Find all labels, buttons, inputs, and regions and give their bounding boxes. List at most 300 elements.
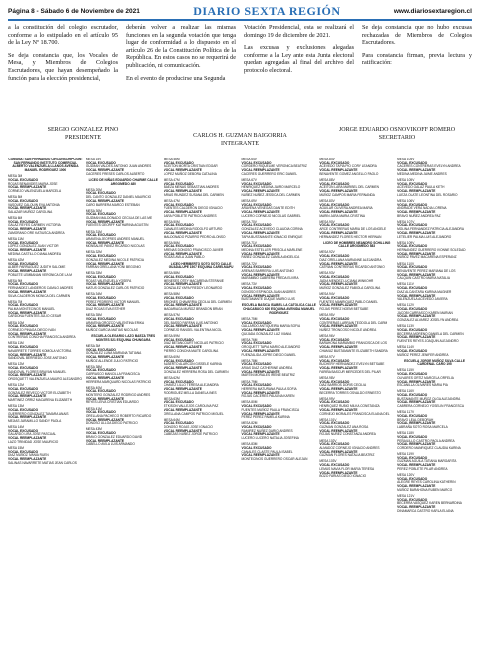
vocal-replacement-name: ROZAS AVILA JUAN PABLO — [163, 255, 205, 260]
vocal-replacement-name: CACERES FRESES CARLOS ALBERTO — [85, 171, 145, 176]
vocal-replacement-label: VOCAL REEMPLAZANTE — [85, 240, 125, 245]
signatures — [8, 122, 472, 148]
mesa-block — [164, 272, 239, 291]
vocal-replacement-name: MONTECINOS GUERRERO OSCAR ALEJAN — [241, 457, 308, 462]
vocal-replacement-label: VOCAL REEMPLAZANTE — [85, 168, 125, 173]
mesa-number: MESA 83M — [241, 442, 258, 447]
intro-column-1 — [8, 24, 118, 110]
vocal-replacement-name: BENAVENTE GOMEZ ANGELLO PAOLO — [319, 171, 379, 176]
vocal-excused-label: VOCAL EXCUSADO — [397, 202, 428, 207]
vocal-replacement-label: VOCAL REEMPLAZANTE — [85, 198, 125, 203]
vocal-replacement-label: VOCAL REEMPLAZANTE — [319, 428, 358, 433]
vocal-excused-label: VOCAL EXCUSADO — [319, 202, 350, 207]
mesa-block — [241, 283, 316, 302]
venue-block — [86, 335, 161, 342]
vocal-excused-name: MONTERO GONZALEZ RODRIGO ANDRES — [85, 393, 151, 398]
vocal-replacement-name: BUSTAMANTE DUQUE MARIO LUIS — [241, 297, 295, 302]
vocal-excused-label: VOCAL EXCUSADO — [397, 265, 428, 270]
vocal-excused-label: VOCAL EXCUSADO — [85, 389, 116, 394]
mesa-number: MESA 40M — [85, 385, 102, 390]
vocal-excused-name: LEMUS NAVIA FLOR MARIA TERESA — [319, 466, 375, 471]
mesa-block — [86, 387, 161, 406]
vocal-excused-name: BENAVENTE PEREZ MARIANA DE LOS — [397, 268, 456, 273]
mesa-block — [86, 189, 161, 208]
vocal-replacement-name: MUÑOZ GARCIA MATIAS NICOLAS — [85, 327, 138, 332]
vocal-replacement-name: CORNEJO RANGEL VALENTINA NICOL — [163, 327, 222, 332]
venue-block — [8, 158, 83, 173]
mesa-block — [319, 314, 394, 333]
vocal-replacement-label: VOCAL REEMPLAZANTE — [241, 432, 280, 437]
vocal-excused-name: GONZALEZ MEDINA NICOLE PATRICIA — [85, 257, 144, 262]
vocal-excused-name: HENRIQUEZ RUBIO MILKA CONSTANZA — [319, 404, 380, 409]
mesa-number: MESA 7M — [8, 299, 23, 304]
mesa-number: MESA 101V — [319, 417, 337, 422]
venue-block — [86, 179, 161, 186]
mesa-block — [86, 210, 161, 229]
mesa-number: MESA 88V — [319, 177, 335, 182]
intro-column-4 — [362, 24, 472, 110]
vocal-excused-label: VOCAL EXCUSADO — [163, 244, 194, 249]
mesa-number: MESA 11M — [8, 236, 24, 241]
vocal-excused-name: FUENTES MUÑOZ PAULA FRANCISCA — [241, 407, 300, 412]
mesa-block — [8, 426, 83, 445]
venue-block — [319, 242, 394, 249]
venue-title: ESCUELA OLEGARIO LAZO BAEZA TRES MONTES 521 ESQUINA CHUNGARA — [91, 334, 156, 342]
vocal-excused-label: VOCAL EXCUSADO — [397, 497, 428, 502]
mesa-block — [164, 293, 239, 312]
signature-name: SERGIO GONZALEZ PINO — [47, 127, 119, 133]
vocal-excused-name: JACOBI CARRASCO KAREN MARIAN — [397, 310, 453, 315]
vocal-excused-label: VOCAL EXCUSADO — [163, 337, 194, 342]
mesa-block — [397, 158, 472, 177]
signature-secretary — [322, 126, 472, 148]
vocal-replacement-name: ROJAS PEREZ NOEMI BETSABE — [319, 307, 369, 312]
vocal-replacement-label: VOCAL REEMPLAZANTE — [163, 168, 202, 173]
intro-paragraph: deberán volver a realizar las mismas funciones en la segunda votación que tenga lugar de conformidad a lo dispuesto en el artículo 26 de la Constitución Política de la República. En estos casos no se requerirá de publicación, ni comunicación. — [126, 24, 236, 69]
vocal-excused-name: JADIA MENDEZ LUCIANA WINKOHR — [319, 278, 374, 283]
vocal-replacement-label: VOCAL REEMPLAZANTE — [241, 293, 280, 298]
mesa-block — [8, 322, 83, 341]
mesa-block — [8, 301, 83, 320]
vocal-replacement-label: VOCAL REEMPLAZANTE — [163, 282, 202, 287]
vocal-excused-label: VOCAL EXCUSADO — [85, 160, 116, 165]
list-column — [164, 158, 239, 664]
mesa-block — [397, 411, 472, 430]
vocal-replacement-name: MUÑOZ CAMPOS MARIA FERNANDA — [319, 192, 375, 197]
vocal-replacement-name: CABELLO AVILA LUIS ARMANDO — [85, 442, 135, 447]
vocal-excused-label: VOCAL EXCUSADO — [397, 181, 428, 186]
intro-paragraph: Para constancia firman, previa lectura y ratificación: — [362, 51, 472, 67]
mesa-block — [86, 345, 161, 364]
mesa-number: MESA 117V — [397, 410, 415, 415]
vocal-replacement-name: FAÑEZ GONZALEZ CAMILA ANGELICA — [241, 255, 300, 260]
vocal-excused-name: GUZMAN VALDES ANTONIO JUAN ANDRES — [85, 164, 152, 169]
vocal-excused-label: VOCAL EXCUSADO — [241, 404, 272, 409]
mesa-number: MESA 84V — [319, 158, 335, 161]
vocal-excused-name: HENRIQUEZ MEDINA JAIRO MARCELO — [241, 185, 301, 190]
mesa-number: MESA 38M — [85, 364, 102, 369]
mesa-number: MESA 75M — [241, 316, 258, 321]
vocal-excused-label: VOCAL EXCUSADO — [241, 286, 272, 291]
vocal-replacement-label: VOCAL REEMPLAZANTE — [85, 219, 125, 224]
mesa-number: MESA 62M — [163, 375, 180, 380]
mesa-block — [319, 440, 394, 459]
vocal-excused-label: VOCAL EXCUSADO — [241, 160, 272, 165]
vocal-excused-label: VOCAL EXCUSADO — [241, 425, 272, 430]
vocal-excused-name: BARAHONA MARAMBIO FRANCISCA DE LOS — [319, 341, 387, 346]
vocal-replacement-label: VOCAL REEMPLAZANTE — [163, 251, 202, 256]
vocal-replacement-label: VOCAL REEMPLAZANTE — [319, 345, 358, 350]
vocal-excused-name: ALEGRE REYES CAROLINA KATHERIN — [397, 480, 456, 485]
vocal-replacement-name: CABRERA CORNEJO YOSELIN FRANCESCA — [397, 404, 465, 409]
mesa-block — [241, 339, 316, 358]
vocal-replacement-label: VOCAL REEMPLAZANTE — [397, 335, 436, 340]
vocal-replacement-label: VOCAL REEMPLAZANTE — [241, 390, 280, 395]
mesa-block — [86, 293, 161, 312]
mesa-number: MESA 104V — [397, 158, 415, 161]
vocal-replacement-name: CORNEJO MORALES FRANCISCA ELIANA DEL — [319, 411, 390, 416]
vocal-replacement-name: MEJIAS JARAMILLO SANDY PAOLA — [8, 418, 62, 423]
vocal-excused-label: VOCAL EXCUSADO — [8, 407, 39, 412]
mesa-block — [241, 422, 316, 441]
mesa-block — [164, 419, 239, 438]
mesa-number: MESA 5M — [8, 195, 23, 200]
vocal-excused-name: PEREZ PEDRERO VICTOR MANUEL — [85, 299, 141, 304]
vocal-excused-label: VOCAL EXCUSADO — [319, 223, 350, 228]
mesa-block — [86, 251, 161, 270]
vocal-excused-name: GALAZ REYES CARMEN VICTORIA — [8, 223, 61, 228]
mesa-block — [397, 179, 472, 198]
vocal-replacement-name: LETELIER PALMA LUIS ALEJANDRO — [397, 234, 452, 239]
vocal-replacement-name: ESCANILLA OLIVARES MARIA PIA — [397, 383, 448, 388]
mesa-number: MESA 90V — [319, 219, 335, 224]
vocal-replacement-label: VOCAL REEMPLAZANTE — [397, 189, 436, 194]
mesa-number: MESA 56M — [163, 240, 180, 245]
vocal-excused-label: VOCAL EXCUSADO — [397, 413, 428, 418]
mesa-number: MESA 73V — [241, 282, 257, 287]
vocal-replacement-name: RODRIGUEZ MELLA DANIELA INES — [163, 390, 217, 395]
mesa-block — [397, 263, 472, 282]
mesa-number: MESA 9M — [8, 278, 23, 283]
website-url[interactable]: www.diariosextaregion.cl — [393, 8, 472, 15]
vocal-excused-name: DONOSO ESPINOZA JUAN ANDRES — [241, 289, 296, 294]
vocal-excused-label: VOCAL EXCUSADO — [163, 160, 194, 165]
vocal-excused-label: VOCAL EXCUSADO — [163, 223, 194, 228]
vocal-excused-label: VOCAL EXCUSADO — [319, 463, 350, 468]
mesa-number: MESA 42M — [8, 257, 24, 262]
mesa-block — [397, 221, 472, 240]
vocal-replacement-name: BOZO FARIAS DIEGO IGNACIO — [319, 474, 367, 479]
mesa-number: MESA 114V — [397, 345, 415, 350]
vocal-replacement-name: LUEZA OLATE LEONTINA DEL ROSARIO — [397, 192, 458, 197]
vocal-replacement-label: VOCAL REEMPLAZANTE — [397, 272, 436, 277]
vocal-excused-label: VOCAL EXCUSADO — [397, 244, 428, 249]
vocal-excused-label: VOCAL EXCUSADO — [8, 261, 39, 266]
mesa-block — [319, 377, 394, 396]
vocal-replacement-label: VOCAL REEMPLAZANTE — [241, 453, 280, 458]
vocal-excused-name: ARAVENA OROZCO VALENTINA ERIKA — [85, 320, 145, 325]
intro-text — [8, 24, 472, 110]
signature-role: SECRETARIO — [378, 135, 416, 141]
vocal-excused-name: GALARDO LIRA JOSE PASCUAL — [8, 432, 57, 437]
vocal-excused-name: ANDRADE VERA NADIA LORENA — [397, 206, 447, 211]
venue-block — [164, 263, 239, 270]
mesa-number: MESA 76M — [241, 337, 258, 342]
mesa-block — [319, 158, 394, 177]
mesa-number: MESA 112V — [397, 303, 415, 308]
mesa-block — [86, 428, 161, 447]
vocal-excused-label: VOCAL EXCUSADO — [397, 393, 428, 398]
vocal-replacement-name: MATUS GONZALEZ CARLOS PATRICIO — [85, 286, 145, 291]
vocal-replacement-label: VOCAL REEMPLAZANTE — [163, 324, 202, 329]
vocal-excused-name: FERNANDEZ LANDEROS CAMILO ANDRES — [8, 286, 74, 291]
vocal-excused-name: CACERES CONTRERAS EVELYN ANDREA — [397, 164, 461, 169]
mesa-number: MESA 79M — [241, 379, 258, 384]
mesa-number: MESA 47M — [163, 198, 180, 203]
vocal-replacement-name: MARAMBIO CABRERA FREDA ELVIRA — [241, 276, 299, 281]
mesa-block — [397, 390, 472, 409]
vocal-replacement-label: VOCAL REEMPLAZANTE — [241, 411, 280, 416]
vocal-replacement-name: GONZALEZ HERRERA ROSA DEL CARMEN — [163, 369, 229, 374]
vocal-replacement-name: MEDINA CASTILLO DIANA ANDREA — [8, 251, 61, 256]
vocal-excused-name: PEÑAILILLO CASTRO PAOLA ANDREA — [397, 438, 455, 443]
mesa-number: MESA 105V — [397, 177, 415, 182]
mesa-number: MESA 70V — [241, 219, 257, 224]
page-date: Página 8 - Sábado 6 de Noviembre de 2021 — [8, 8, 140, 15]
vocal-replacement-name: LOPEZ MUÑOZ DEBORA CATALINA — [163, 171, 217, 176]
vocal-replacement-label: VOCAL REEMPLAZANTE — [397, 505, 436, 509]
vocal-replacement-name: SALINAS NAVARRETE MATIAS JEAN CARLOS — [8, 460, 77, 465]
vocal-replacement-name: MUÑOZ BARAHONA RUBEN MARCO — [397, 487, 453, 492]
vocal-excused-name: FUENTES CALDERON DIEGO IGNACIO — [163, 206, 223, 211]
vocal-excused-label: VOCAL EXCUSADO — [319, 181, 350, 186]
mesa-number: MESA 78M — [241, 358, 258, 363]
intro-paragraph: Votación Presidencial, esta se realizará el domingo 19 de diciembre de 2021. — [244, 24, 354, 39]
vocal-replacement-label: VOCAL REEMPLAZANTE — [241, 189, 280, 194]
vocal-excused-name: GUZMAN GONZALEZ ANA ROSA — [319, 425, 369, 430]
vocal-excused-name: ROJAS BENAVIDES MARIA JOSE — [8, 181, 58, 186]
vocal-replacement-label: VOCAL REEMPLAZANTE — [397, 484, 436, 489]
vocal-replacement-name: CARDONA FUENTES JULIO CESAR — [8, 314, 62, 319]
vocal-excused-name: DIAZ BETANCOURT NICOLAS PATRICIO — [163, 341, 224, 346]
vocal-replacement-label: VOCAL REEMPLAZANTE — [397, 209, 436, 214]
vocal-excused-name: OROQUETT TAPIA MARIO ALEJANDRO — [241, 345, 301, 350]
mesa-number: MESA 43M — [85, 427, 102, 432]
vocal-excused-label: VOCAL EXCUSADO — [241, 244, 272, 249]
vocal-excused-label: VOCAL EXCUSADO — [8, 324, 39, 329]
mesa-number: MESA 71V — [241, 240, 257, 245]
vocal-replacement-label: VOCAL REEMPLAZANTE — [241, 251, 280, 256]
vocal-excused-label: VOCAL EXCUSADO — [319, 421, 350, 426]
vocal-replacement-label: VOCAL REEMPLAZANTE — [397, 293, 436, 298]
vocal-replacement-name: LUCERO CORNEJO NICOLAS GABRIEL — [241, 213, 301, 218]
mesa-block — [86, 408, 161, 427]
mesa-number: MESA 121V — [397, 493, 415, 498]
vocal-excused-name: LOPEZ GONZALEZ JUAN VICTOR — [8, 244, 59, 249]
vocal-replacement-name: SALAZAR MUÑOZ CAROLINA — [8, 209, 53, 214]
vocal-replacement-name: TAPIA BUSTAMANTE IGNACIO ENRIQUE — [241, 234, 303, 239]
mesa-number: MESA 58M — [163, 271, 180, 276]
mesa-number: MESA 35M — [85, 313, 102, 318]
vocal-replacement-label: VOCAL REEMPLAZANTE — [8, 352, 47, 357]
mesa-number: MESA 111V — [397, 282, 414, 287]
vocal-excused-label: VOCAL EXCUSADO — [241, 383, 272, 388]
mesa-number: MESA 96V — [319, 334, 335, 339]
vocal-excused-name: BUCHERY HERNANDEZ EVELYN BETSABE — [319, 362, 385, 367]
mesa-number: MESA 113V — [397, 324, 415, 329]
vocal-excused-name: NAVARRETE TORRES KOMOLA VICTORIA — [8, 348, 72, 353]
vocal-replacement-label: VOCAL REEMPLAZANTE — [85, 282, 125, 287]
mesa-number: MESA 6M — [8, 216, 23, 221]
vocal-replacement-name: LUCERO LUCERO NATALIA JOSEFINA — [241, 436, 299, 441]
vocal-replacement-label: VOCAL REEMPLAZANTE — [397, 230, 436, 235]
vocal-replacement-name: SILVA CALDERON MONICA DEL CARMEN — [8, 293, 71, 298]
mesa-number: MESA 82M — [241, 421, 258, 426]
intro-paragraph: Las excusas y exclusiones alegadas conforme a la Ley ante esta Junta electoral quedan agregadas al final del archivo del protocolo electoral. — [244, 44, 354, 74]
vocal-excused-name: DIAZ ALCANTARA KARINA MAGNER — [397, 289, 452, 294]
vocal-replacement-label: VOCAL REEMPLAZANTE — [319, 449, 358, 454]
vocal-replacement-label: VOCAL REEMPLAZANTE — [85, 375, 125, 380]
mesa-number: MESA 3M — [8, 174, 23, 179]
signature-president — [8, 126, 158, 148]
vocal-replacement-label: VOCAL REEMPLAZANTE — [163, 189, 202, 194]
vocal-excused-name: FUENTES MANRIQUEZ PABLO DANIEL — [319, 299, 378, 304]
mesa-number: MESA 30M — [85, 208, 102, 213]
mesa-number: MESA 60M — [163, 354, 180, 359]
vocal-excused-label: VOCAL EXCUSADO — [163, 400, 194, 405]
vocal-excused-label: VOCAL EXCUSADO — [319, 337, 350, 342]
vocal-replacement-label: VOCAL REEMPLAZANTE — [85, 303, 125, 308]
vocal-excused-label: VOCAL EXCUSADO — [163, 275, 194, 280]
mesa-number: MESA 80V — [319, 198, 335, 203]
vocal-replacement-label: VOCAL REEMPLAZANTE — [163, 303, 202, 308]
vocal-replacement-name: MEDINA MEDINA JAIME ANDRES — [397, 171, 447, 176]
venue-title: COMUNA: SAN FERNANDO CIRCUNSCRIPCIÓN: SAN FERNANDO INSTITUTO COMERCIAL ALBERTO VALENZUELA LLANOS AVENIDA MANUEL RODRÍGUEZ 1000 — [8, 158, 83, 173]
vocal-excused-name: MEDINA ESTELLER PRISCILA MARLENE — [241, 248, 303, 253]
mesa-block — [8, 238, 83, 257]
vocal-replacement-label: VOCAL REEMPLAZANTE — [319, 470, 358, 475]
vocal-replacement-name: CARO BARRERA MARCO ESTEBAN — [85, 202, 140, 207]
vocal-replacement-name: ORELLANA CAMPOS PATRICIO MIGUEL — [163, 411, 224, 416]
vocal-replacement-name: CONTRERAS CONCHA FRANCISCA ANDREA — [8, 335, 76, 340]
vocal-excused-label: VOCAL EXCUSADO — [241, 341, 272, 346]
mesa-number: MESA 31M — [85, 229, 102, 234]
mesa-number: MESA 33M — [85, 271, 102, 276]
vocal-replacement-name: LAZO TRINIDAD JOSE MAURICIO — [8, 439, 59, 444]
mesa-block — [8, 175, 83, 194]
vocal-excused-label: VOCAL EXCUSADO — [397, 372, 428, 377]
vocal-excused-label: VOCAL EXCUSADO — [85, 368, 116, 373]
mesa-number: MESA 41M — [85, 406, 102, 411]
mesa-number: MESA 102V — [319, 438, 337, 443]
vocal-replacement-label: VOCAL REEMPLAZANTE — [241, 168, 280, 173]
list-column — [8, 158, 83, 664]
vocal-excused-name: DEL BASSO FARFAN LUIS ANTONIO — [163, 320, 219, 325]
vocal-excused-label: VOCAL EXCUSADO — [241, 223, 272, 228]
vocal-replacement-name: CORNEJO VALENZUELA MARCELA — [8, 189, 62, 194]
mesa-number: MESA 14M — [8, 425, 24, 430]
vocal-replacement-name: OROSQUETT VALENZUELA MAURO ALEJANDRO — [8, 377, 82, 382]
vocal-excused-name: ACEITON LARA MARIBEL DEL CARMEN — [319, 185, 379, 190]
mesa-block — [86, 158, 161, 177]
vocal-replacement-label: VOCAL REEMPLAZANTE — [8, 436, 47, 441]
mesa-block — [164, 356, 239, 375]
vocal-replacement-label: VOCAL REEMPLAZANTE — [85, 396, 125, 401]
vocal-replacement-label: VOCAL REEMPLAZANTE — [319, 168, 358, 173]
vocal-replacement-label: VOCAL REEMPLAZANTE — [163, 345, 202, 350]
vocal-replacement-label: VOCAL REEMPLAZANTE — [85, 438, 125, 443]
vocal-replacement-name: FUENZALIDA JOFRE DIEGO DANIEL — [241, 352, 297, 357]
vocal-replacement-label: VOCAL REEMPLAZANTE — [163, 230, 202, 235]
mesa-number: MESA 118V — [397, 431, 415, 436]
signature-member — [165, 132, 315, 148]
vocal-replacement-name: ZAMORANO ORE KATIUSCA ANDREA — [8, 230, 65, 235]
vocal-replacement-label: VOCAL REEMPLAZANTE — [8, 310, 47, 315]
vocal-excused-name: GUZMAN MALDONADO CECILIA DE LAS ME — [85, 216, 153, 221]
mesa-number: MESA 57M — [163, 313, 180, 318]
vocal-replacement-label: VOCAL REEMPLAZANTE — [397, 421, 436, 426]
vocal-excused-name: AGUILAR OLIVERA ANDREA MARIA — [319, 206, 373, 211]
vocal-replacement-name: JARA POBLETE PATRICIO ANDRES — [163, 213, 217, 218]
mesa-block — [241, 360, 316, 379]
vocal-excused-label: VOCAL EXCUSADO — [319, 316, 350, 321]
mesa-number: MESA 107V — [397, 219, 415, 224]
mesa-block — [319, 293, 394, 312]
vocal-replacement-name: SANDOVAL BERRIEDO JOSE ANTONIO — [8, 356, 67, 361]
vocal-excused-name: ARIAS DIAZ CATHERINE ANDREA — [241, 366, 293, 371]
vocal-replacement-label: VOCAL REEMPLAZANTE — [319, 189, 358, 194]
mesa-block — [8, 363, 83, 382]
vocal-excused-label: VOCAL EXCUSADO — [241, 445, 272, 450]
mesa-number: MESA 47M — [163, 177, 180, 182]
vocal-excused-label: VOCAL EXCUSADO — [397, 223, 428, 228]
mesa-number: MESA 103V — [319, 459, 337, 464]
mesa-number: MESA 67V — [241, 177, 257, 182]
mesa-block — [397, 495, 472, 514]
vocal-replacement-name: FUENTES GEORFF KATHARINA AGUSTIN — [85, 223, 149, 228]
vocal-replacement-name: MARTIN MORALES IRENE BEATRIZ — [241, 373, 295, 378]
vocal-replacement-label: VOCAL REEMPLAZANTE — [397, 314, 436, 319]
signature-name: JORGE EDUARDO OSNOVIKOFF ROMERO — [338, 127, 456, 133]
vocal-excused-label: VOCAL EXCUSADO — [319, 400, 350, 405]
vocal-excused-name: ARENAS DONOSO FRANCISCO JAVIER — [163, 248, 224, 253]
vocal-excused-label: VOCAL EXCUSADO — [85, 212, 116, 217]
mesa-number: MESA 109V — [397, 240, 415, 245]
mesa-number: MESA 106V — [397, 198, 415, 203]
list-column — [241, 158, 316, 664]
mesa-number: MESA 34M — [85, 292, 102, 297]
mesa-number: MESA 50M — [163, 219, 180, 224]
vocal-excused-label: VOCAL EXCUSADO — [319, 295, 350, 300]
vocal-excused-label: VOCAL EXCUSADO — [319, 275, 350, 280]
vocal-replacement-name: GONZALEZ YAPA FREDDY LEONARDO — [163, 286, 223, 291]
mesa-block — [397, 242, 472, 261]
mesa-block — [8, 217, 83, 236]
list-column — [397, 158, 472, 664]
vocal-excused-label: VOCAL EXCUSADO — [397, 286, 428, 291]
vocal-replacement-name: QUIJADA GONZALEZ LUZ IVANIA — [241, 331, 292, 336]
vocal-excused-label: VOCAL EXCUSADO — [319, 160, 350, 165]
mesa-block — [8, 280, 83, 299]
vocal-excused-name: CANALES MEDINA RODOLFO ARTURO — [163, 227, 223, 232]
vocal-excused-label: VOCAL EXCUSADO — [241, 181, 272, 186]
vocal-replacement-label: VOCAL REEMPLAZANTE — [8, 331, 47, 336]
vocal-excused-label: VOCAL EXCUSADO — [397, 160, 428, 165]
mesa-block — [319, 200, 394, 219]
mesa-number: MESA 15V — [85, 158, 102, 161]
vocal-replacement-name: MALDONADO PIZARRO PEDRO ALONSO — [163, 234, 226, 239]
mesa-block — [164, 158, 239, 177]
